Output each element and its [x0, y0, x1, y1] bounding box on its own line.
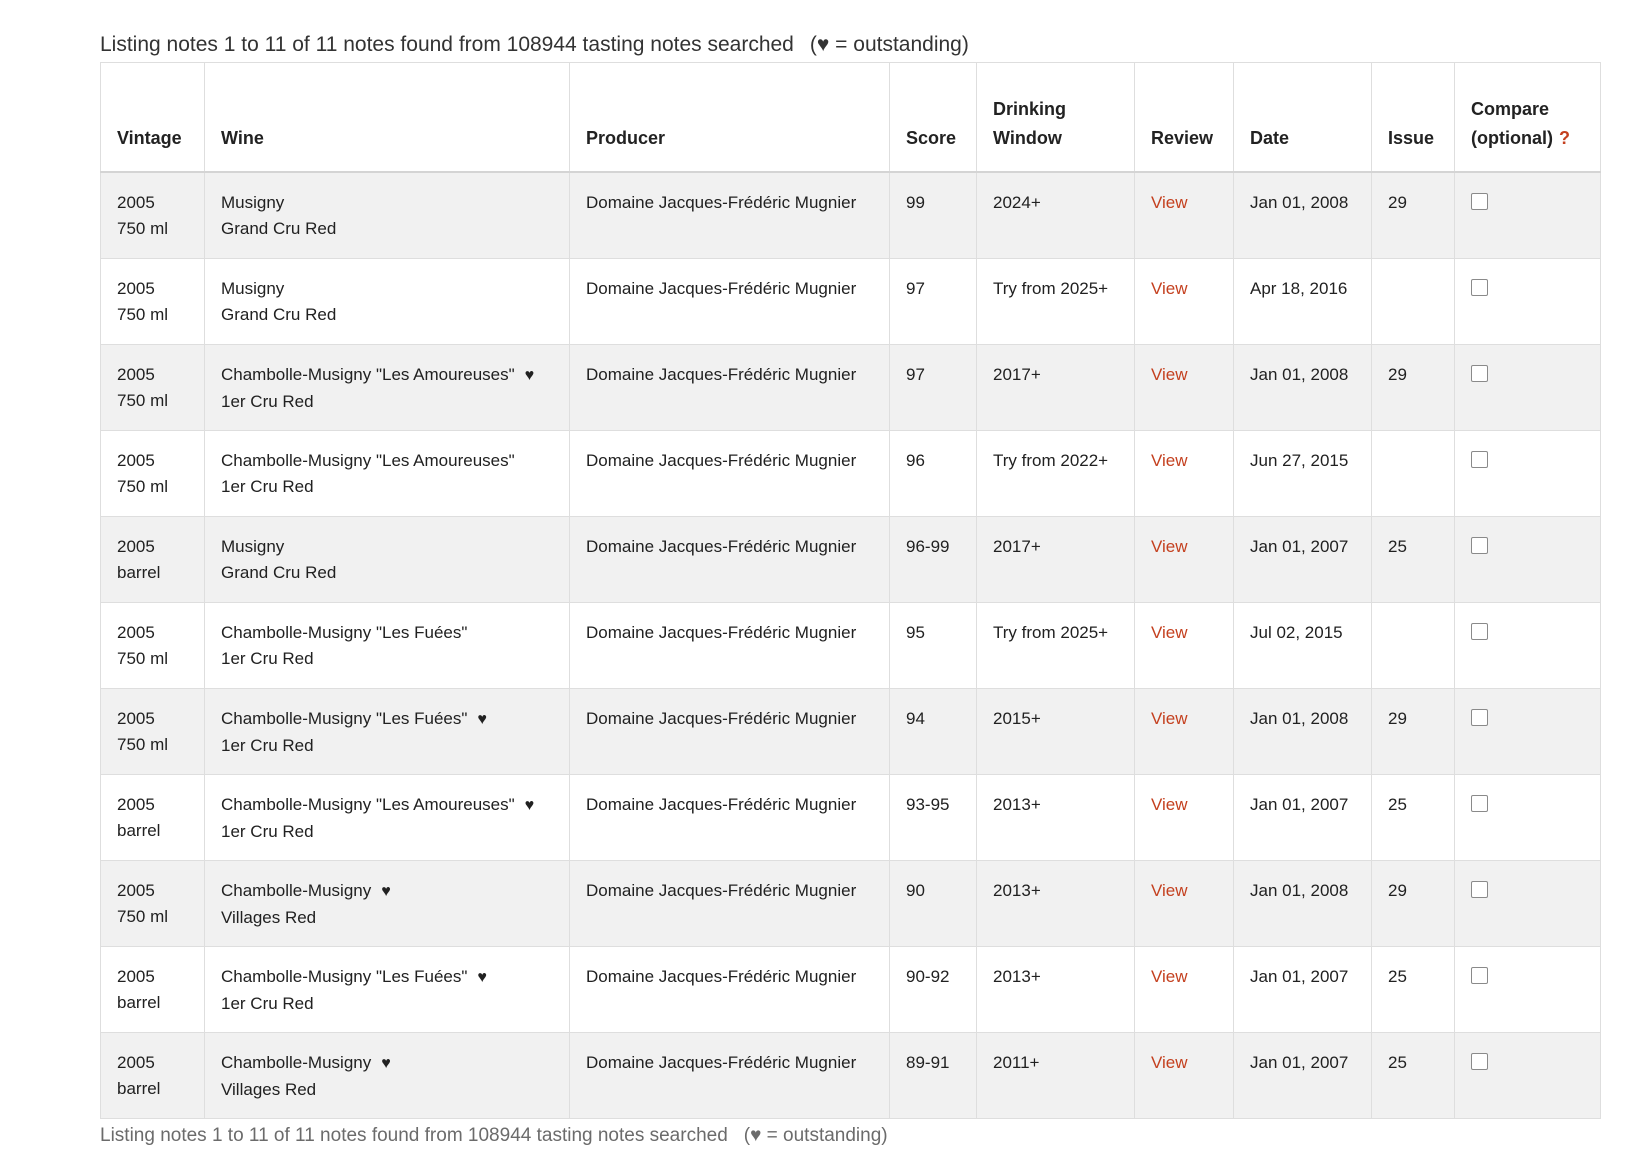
- date-cell: Jun 27, 2015: [1234, 430, 1372, 516]
- wine-name: Chambolle-Musigny: [221, 1052, 372, 1072]
- vintage-year: 2005: [117, 622, 155, 642]
- bottle-format: 750 ml: [117, 304, 169, 324]
- vintage-year: 2005: [117, 1052, 155, 1072]
- heart-icon: ♥: [524, 796, 535, 814]
- issue-cell: 25: [1372, 516, 1455, 602]
- table-row: [101, 430, 1601, 516]
- review-cell: [1135, 430, 1234, 516]
- review-cell: [1135, 516, 1234, 602]
- vintage-cell: [101, 258, 205, 344]
- bottle-format: barrel: [117, 1078, 161, 1098]
- wine-name: Chambolle-Musigny "Les Amoureuses": [221, 450, 515, 470]
- review-cell: [1135, 258, 1234, 344]
- view-review-link[interactable]: View: [1151, 193, 1188, 212]
- bottle-format: 750 ml: [117, 734, 169, 754]
- view-review-link[interactable]: View: [1151, 880, 1188, 900]
- wine-cell: [205, 344, 570, 430]
- wine-classification: Grand Cru Red: [221, 304, 337, 324]
- vintage-year: 2005: [117, 278, 155, 298]
- score-cell: 89-91: [890, 1032, 977, 1118]
- review-cell: [1135, 946, 1234, 1032]
- table-row: [101, 774, 1601, 860]
- column-header-producer[interactable]: Producer: [570, 63, 890, 173]
- vintage-cell: [101, 774, 205, 860]
- table-row: [101, 172, 1601, 258]
- compare-checkbox[interactable]: [1471, 451, 1488, 468]
- review-cell: [1135, 344, 1234, 430]
- results-summary-top: [100, 28, 1600, 62]
- vintage-year: 2005: [117, 364, 155, 384]
- drinking-window-cell: 2013+: [977, 860, 1135, 946]
- compare-checkbox[interactable]: [1471, 709, 1488, 726]
- score-cell: 96-99: [890, 516, 977, 602]
- compare-checkbox[interactable]: [1471, 881, 1488, 898]
- compare-cell: [1455, 516, 1601, 602]
- compare-help-icon[interactable]: ?: [1558, 128, 1570, 148]
- issue-cell: 25: [1372, 946, 1455, 1032]
- producer-cell: Domaine Jacques-Frédéric Mugnier: [570, 258, 890, 344]
- producer-cell: Domaine Jacques-Frédéric Mugnier: [570, 946, 890, 1032]
- producer-cell: Domaine Jacques-Frédéric Mugnier: [570, 602, 890, 688]
- compare-cell: [1455, 946, 1601, 1032]
- table-row: [101, 602, 1601, 688]
- date-cell: Jul 02, 2015: [1234, 602, 1372, 688]
- view-review-link[interactable]: View: [1151, 364, 1188, 384]
- vintage-cell: [101, 688, 205, 774]
- wine-cell: [205, 602, 570, 688]
- score-cell: 93-95: [890, 774, 977, 860]
- column-header-vintage[interactable]: Vintage: [101, 63, 205, 173]
- compare-checkbox[interactable]: [1471, 537, 1488, 554]
- issue-cell: [1372, 258, 1455, 344]
- wine-name: Musigny: [221, 536, 285, 556]
- review-cell: [1135, 1032, 1234, 1118]
- drinking-window-cell: Try from 2025+: [977, 602, 1135, 688]
- score-cell: 90-92: [890, 946, 977, 1032]
- compare-checkbox[interactable]: [1471, 623, 1488, 640]
- wine-cell: [205, 860, 570, 946]
- column-header-wine[interactable]: Wine: [205, 63, 570, 173]
- wine-name: Chambolle-Musigny "Les Amoureuses": [221, 364, 515, 384]
- wine-name: Musigny: [221, 278, 285, 298]
- compare-checkbox[interactable]: [1471, 967, 1488, 984]
- heart-icon: ♥: [477, 968, 487, 986]
- producer-cell: Domaine Jacques-Frédéric Mugnier: [570, 172, 890, 258]
- wine-classification: 1er Cru Red: [221, 476, 314, 496]
- date-cell: Jan 01, 2008: [1234, 688, 1372, 774]
- wine-classification: 1er Cru Red: [221, 821, 314, 841]
- bottle-format: 750 ml: [117, 648, 169, 668]
- compare-cell: [1455, 430, 1601, 516]
- score-cell: 97: [890, 258, 977, 344]
- heart-icon: ♥: [477, 710, 487, 728]
- wine-name: Chambolle-Musigny: [221, 880, 372, 900]
- outstanding-legend: (♥ = outstanding): [743, 1124, 888, 1146]
- vintage-cell: [101, 860, 205, 946]
- tasting-notes-table: [100, 62, 1601, 1119]
- compare-cell: [1455, 258, 1601, 344]
- wine-classification: Grand Cru Red: [221, 219, 337, 238]
- date-cell: Apr 18, 2016: [1234, 258, 1372, 344]
- compare-cell: [1455, 1032, 1601, 1118]
- review-cell: [1135, 860, 1234, 946]
- vintage-year: 2005: [117, 794, 155, 814]
- view-review-link[interactable]: View: [1151, 536, 1188, 556]
- column-header-drinking-window[interactable]: Drinking Window: [977, 63, 1135, 173]
- table-row: [101, 1032, 1601, 1118]
- drinking-window-cell: 2015+: [977, 688, 1135, 774]
- wine-name: Chambolle-Musigny "Les Fuées": [221, 708, 468, 728]
- producer-cell: Domaine Jacques-Frédéric Mugnier: [570, 688, 890, 774]
- date-cell: Jan 01, 2008: [1234, 172, 1372, 258]
- bottle-format: 750 ml: [117, 476, 169, 496]
- wine-cell: [205, 430, 570, 516]
- issue-cell: 29: [1372, 344, 1455, 430]
- producer-cell: Domaine Jacques-Frédéric Mugnier: [570, 774, 890, 860]
- wine-name: Chambolle-Musigny "Les Fuées": [221, 622, 468, 642]
- wine-classification: 1er Cru Red: [221, 391, 314, 411]
- producer-cell: Domaine Jacques-Frédéric Mugnier: [570, 1032, 890, 1118]
- compare-cell: [1455, 688, 1601, 774]
- wine-classification: Villages Red: [221, 907, 317, 927]
- date-cell: Jan 01, 2008: [1234, 344, 1372, 430]
- drinking-window-cell: 2011+: [977, 1032, 1135, 1118]
- vintage-year: 2005: [117, 193, 155, 212]
- wine-name: Chambolle-Musigny "Les Fuées": [221, 966, 468, 986]
- table-header-row: [101, 63, 1601, 173]
- wine-classification: 1er Cru Red: [221, 735, 314, 755]
- score-cell: 90: [890, 860, 977, 946]
- issue-cell: 25: [1372, 1032, 1455, 1118]
- vintage-year: 2005: [117, 708, 155, 728]
- score-cell: 95: [890, 602, 977, 688]
- table-row: [101, 688, 1601, 774]
- view-review-link[interactable]: View: [1151, 1052, 1188, 1072]
- results-summary-bottom: [100, 1121, 1600, 1151]
- column-header-score[interactable]: Score: [890, 63, 977, 173]
- date-cell: Jan 01, 2007: [1234, 946, 1372, 1032]
- wine-classification: Grand Cru Red: [221, 562, 337, 582]
- bottle-format: barrel: [117, 820, 161, 840]
- wine-cell: [205, 258, 570, 344]
- compare-checkbox[interactable]: [1471, 279, 1488, 296]
- vintage-cell: [101, 344, 205, 430]
- issue-cell: 29: [1372, 172, 1455, 258]
- review-cell: [1135, 688, 1234, 774]
- column-header-issue[interactable]: Issue: [1372, 63, 1455, 173]
- score-cell: 94: [890, 688, 977, 774]
- view-review-link[interactable]: View: [1151, 278, 1188, 298]
- wine-classification: 1er Cru Red: [221, 993, 314, 1013]
- review-cell: [1135, 774, 1234, 860]
- compare-checkbox[interactable]: [1471, 795, 1488, 812]
- table-row: [101, 516, 1601, 602]
- compare-checkbox[interactable]: [1471, 1053, 1488, 1070]
- view-review-link[interactable]: View: [1151, 708, 1188, 728]
- issue-cell: 29: [1372, 860, 1455, 946]
- score-cell: 99: [890, 172, 977, 258]
- review-cell: [1135, 602, 1234, 688]
- bottle-format: 750 ml: [117, 390, 169, 410]
- drinking-window-cell: 2017+: [977, 516, 1135, 602]
- bottle-format: 750 ml: [117, 219, 169, 238]
- date-cell: Jan 01, 2007: [1234, 1032, 1372, 1118]
- view-review-link[interactable]: View: [1151, 622, 1188, 642]
- compare-checkbox[interactable]: [1471, 365, 1488, 382]
- score-cell: 96: [890, 430, 977, 516]
- tasting-notes-panel: [100, 28, 1600, 1151]
- vintage-year: 2005: [117, 536, 155, 556]
- wine-cell: [205, 774, 570, 860]
- drinking-window-cell: 2013+: [977, 946, 1135, 1032]
- column-header-date[interactable]: Date: [1234, 63, 1372, 173]
- table-row: [101, 258, 1601, 344]
- producer-cell: Domaine Jacques-Frédéric Mugnier: [570, 344, 890, 430]
- outstanding-legend: (♥ = outstanding): [809, 33, 969, 56]
- issue-cell: 29: [1372, 688, 1455, 774]
- column-header-review: Review: [1135, 63, 1234, 173]
- review-cell: [1135, 172, 1234, 258]
- compare-cell: [1455, 602, 1601, 688]
- wine-name: Musigny: [221, 193, 285, 212]
- drinking-window-cell: Try from 2025+: [977, 258, 1135, 344]
- drinking-window-cell: Try from 2022+: [977, 430, 1135, 516]
- issue-cell: [1372, 602, 1455, 688]
- table-row: [101, 344, 1601, 430]
- wine-cell: [205, 688, 570, 774]
- drinking-window-cell: 2017+: [977, 344, 1135, 430]
- producer-cell: Domaine Jacques-Frédéric Mugnier: [570, 860, 890, 946]
- wine-cell: [205, 172, 570, 258]
- vintage-cell: [101, 602, 205, 688]
- results-count-text: Listing notes 1 to 11 of 11 notes found from 108944 tasting notes searched: [100, 1124, 728, 1146]
- vintage-year: 2005: [117, 450, 155, 470]
- wine-name: Chambolle-Musigny "Les Amoureuses": [221, 794, 515, 814]
- heart-icon: ♥: [524, 366, 535, 384]
- vintage-year: 2005: [117, 966, 155, 986]
- producer-cell: Domaine Jacques-Frédéric Mugnier: [570, 516, 890, 602]
- vintage-cell: [101, 430, 205, 516]
- wine-classification: 1er Cru Red: [221, 648, 314, 668]
- date-cell: Jan 01, 2007: [1234, 516, 1372, 602]
- compare-cell: [1455, 774, 1601, 860]
- drinking-window-cell: 2024+: [977, 172, 1135, 258]
- table-row: [101, 860, 1601, 946]
- bottle-format: barrel: [117, 992, 161, 1012]
- score-cell: 97: [890, 344, 977, 430]
- drinking-window-cell: 2013+: [977, 774, 1135, 860]
- date-cell: Jan 01, 2008: [1234, 860, 1372, 946]
- bottle-format: 750 ml: [117, 906, 169, 926]
- vintage-cell: [101, 1032, 205, 1118]
- compare-cell: [1455, 344, 1601, 430]
- column-header-compare: Compare (optional) ?: [1455, 63, 1601, 173]
- view-review-link[interactable]: View: [1151, 450, 1188, 470]
- results-count-text: Listing notes 1 to 11 of 11 notes found from 108944 tasting notes searched: [100, 33, 794, 56]
- issue-cell: [1372, 430, 1455, 516]
- compare-cell: [1455, 860, 1601, 946]
- table-row: [101, 946, 1601, 1032]
- compare-checkbox[interactable]: [1471, 193, 1488, 210]
- wine-classification: Villages Red: [221, 1079, 317, 1099]
- issue-cell: 25: [1372, 774, 1455, 860]
- vintage-year: 2005: [117, 880, 155, 900]
- heart-icon: ♥: [381, 1054, 391, 1072]
- wine-cell: [205, 946, 570, 1032]
- vintage-cell: [101, 946, 205, 1032]
- producer-cell: Domaine Jacques-Frédéric Mugnier: [570, 430, 890, 516]
- wine-cell: [205, 516, 570, 602]
- bottle-format: barrel: [117, 562, 161, 582]
- view-review-link[interactable]: View: [1151, 966, 1188, 986]
- wine-cell: [205, 1032, 570, 1118]
- date-cell: Jan 01, 2007: [1234, 774, 1372, 860]
- compare-cell: [1455, 172, 1601, 258]
- view-review-link[interactable]: View: [1151, 794, 1188, 814]
- vintage-cell: [101, 516, 205, 602]
- vintage-cell: [101, 172, 205, 258]
- heart-icon: ♥: [381, 882, 391, 900]
